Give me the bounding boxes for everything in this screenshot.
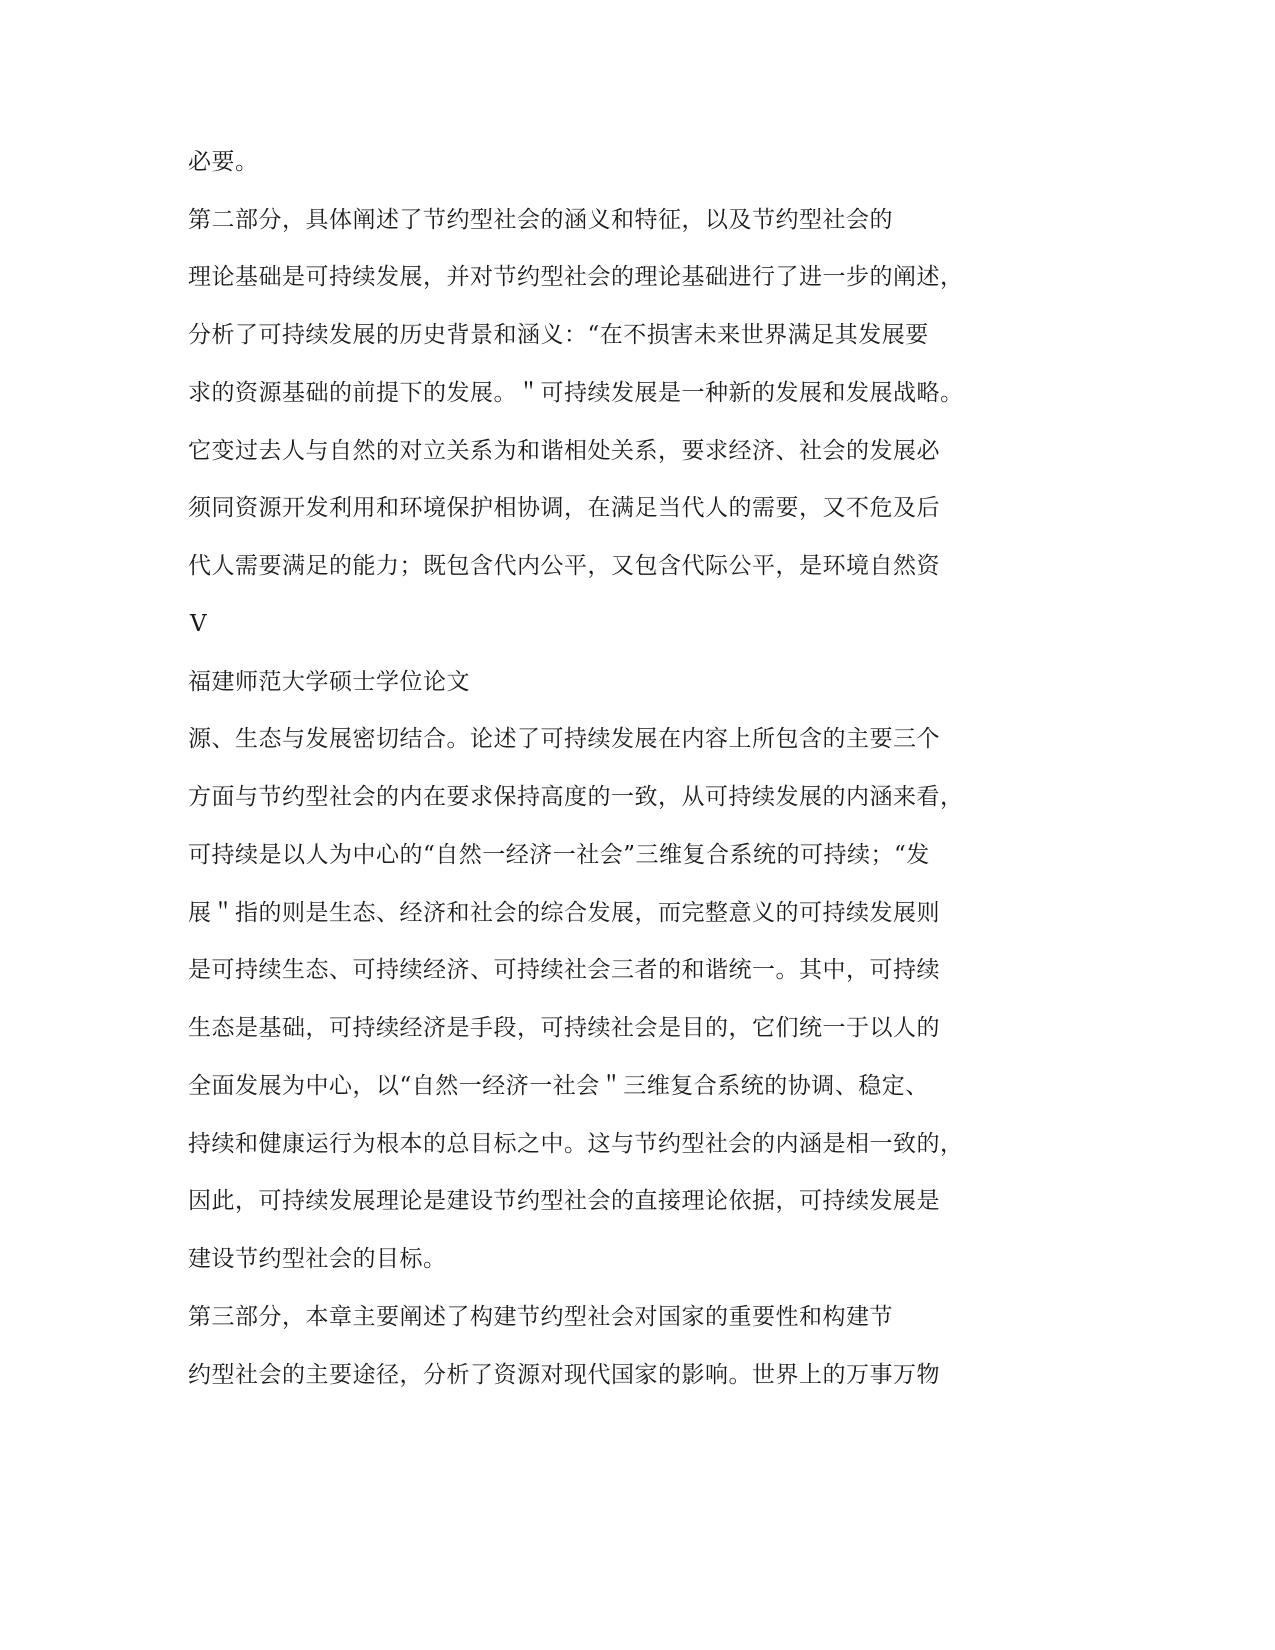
- text-line-continuation: 必要。: [188, 149, 259, 175]
- text-line: 生态是基础，可持续经济是手段，可持续社会是目的，它们统一于以人的: [188, 1015, 940, 1041]
- text-line-part-two-heading: 第二部分，具体阐述了节约型社会的涵义和特征，以及节约型社会的: [188, 207, 893, 233]
- text-line: 约型社会的主要途径，分析了资源对现代国家的影响。世界上的万事万物: [188, 1362, 940, 1388]
- text-line: 它变过去人与自然的对立关系为和谐相处关系，要求经济、社会的发展必: [188, 438, 940, 464]
- text-line: 须同资源开发利用和环境保护相协调，在满足当代人的需要，又不危及后: [188, 495, 940, 521]
- text-line: 建设节约型社会的目标。: [188, 1246, 447, 1272]
- page-number: V: [190, 611, 208, 637]
- text-line-part-three-heading: 第三部分，本章主要阐述了构建节约型社会对国家的重要性和构建节: [188, 1304, 893, 1330]
- text-line: 展＂指的则是生态、经济和社会的综合发展，而完整意义的可持续发展则: [188, 900, 940, 926]
- text-line: 求的资源基础的前提下的发展。＂可持续发展是一种新的发展和发展战略。: [188, 380, 964, 406]
- text-line: 因此，可持续发展理论是建设节约型社会的直接理论依据，可持续发展是: [188, 1188, 940, 1214]
- text-line: 理论基础是可持续发展，并对节约型社会的理论基础进行了进一步的阐述，: [188, 264, 964, 290]
- text-line: 方面与节约型社会的内在要求保持高度的一致，从可持续发展的内涵来看，: [188, 784, 964, 810]
- text-line: 持续和健康运行为根本的总目标之中。这与节约型社会的内涵是相一致的，: [188, 1131, 964, 1157]
- text-line: 代人需要满足的能力；既包含代内公平，又包含代际公平，是环境自然资: [188, 553, 940, 579]
- text-line: 源、生态与发展密切结合。论述了可持续发展在内容上所包含的主要三个: [188, 726, 940, 752]
- running-header: 福建师范大学硕士学位论文: [188, 669, 470, 695]
- text-line: 全面发展为中心，以“自然一经济一社会＂三维复合系统的协调、稳定、: [188, 1073, 929, 1099]
- text-line: 是可持续生态、可持续经济、可持续社会三者的和谐统一。其中，可持续: [188, 957, 940, 983]
- text-line: 可持续是以人为中心的“自然一经济一社会”三维复合系统的可持续；“发: [188, 842, 930, 868]
- text-line: 分析了可持续发展的历史背景和涵义：“在不损害未来世界满足其发展要: [188, 322, 929, 348]
